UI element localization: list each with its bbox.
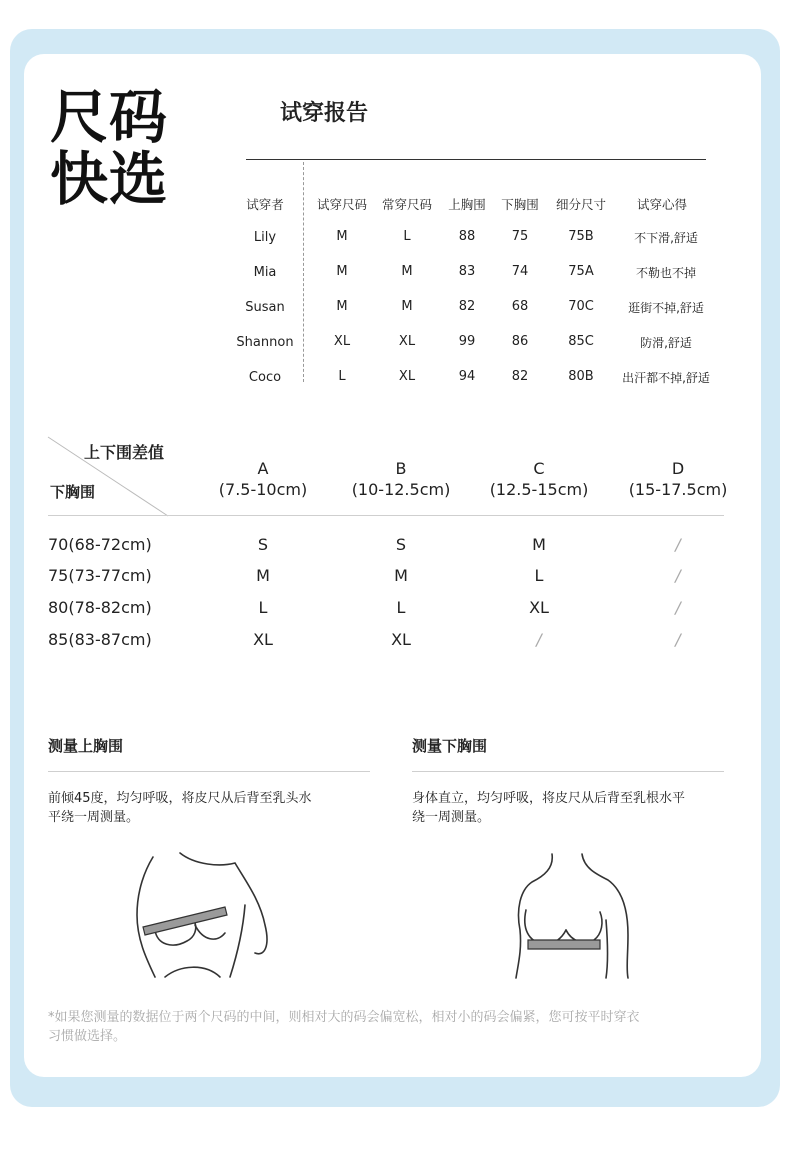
upper-bust-illustration [125,845,285,985]
report-cell: 不勒也不掉 [635,266,697,280]
report-cell: 85C [568,334,594,349]
grid-cell: M [394,566,408,585]
grid-cell: / [675,598,681,617]
report-header: 上胸围 [448,197,486,212]
report-cell: 74 [511,264,529,279]
grid-cell: / [675,535,681,554]
footnote: *如果您测量的数据位于两个尺码的中间，则相对大的码会偏宽松，相对小的码会偏紧，您可按平时穿衣 习惯做选择。 [48,1010,640,1044]
report-cell: 94 [458,369,476,384]
report-cell: M [336,229,348,244]
report-cell: 82 [511,369,529,384]
report-cell: 86 [511,334,529,349]
grid-corner-top: 上下围差值 [84,443,165,462]
report-header: 常穿尺码 [381,197,433,212]
grid-corner-bottom: 下胸围 [50,483,96,501]
report-cell: 70C [568,299,594,314]
grid-column-header: D (15-17.5cm) [628,459,728,499]
grid-row-label: 85(83-87cm) [48,630,152,649]
grid-cell: M [256,566,270,585]
report-header: 试穿尺码 [316,197,368,212]
report-cell: 防滑,舒适 [640,336,692,350]
report-cell: L [338,369,346,384]
report-cell: M [336,299,348,314]
grid-cell: XL [253,630,273,649]
grid-cell: L [258,598,268,617]
grid-cell: / [675,566,681,585]
report-cell: 75B [568,229,594,244]
grid-cell: / [675,630,681,649]
report-cell: 出汗都不掉,舒适 [622,371,710,385]
measure-lower-divider [412,771,724,772]
report-cell: 75 [511,229,529,244]
grid-cell: L [396,598,406,617]
report-cell: XL [398,334,416,349]
report-cell: Susan [245,300,285,315]
measure-lower-desc: 身体直立，均匀呼吸，将皮尺从后背至乳根水平 绕一周测量。 [412,791,686,825]
report-cell: XL [333,334,351,349]
report-cell: M [401,264,413,279]
report-cell: 不下滑,舒适 [634,231,698,245]
report-cell: 99 [458,334,476,349]
report-cell: M [401,299,413,314]
grid-column-header: B (10-12.5cm) [351,459,451,499]
grid-cell: M [532,535,546,554]
measure-lower-title: 测量下胸围 [412,737,488,755]
under-bust-illustration [510,850,640,980]
grid-cell: S [257,535,269,554]
grid-row-label: 75(73-77cm) [48,566,152,585]
report-cell: Coco [248,370,282,385]
grid-cell: XL [529,598,549,617]
report-cell: 88 [458,229,476,244]
grid-row-label: 80(78-82cm) [48,598,152,617]
report-cell: 75A [568,264,594,279]
report-header: 下胸围 [501,197,539,212]
report-cell: 83 [458,264,476,279]
report-header: 细分尺寸 [555,197,607,212]
report-cell: Lily [253,230,277,245]
grid-column-header: A (7.5-10cm) [218,459,308,499]
report-cell: 逛街不掉,舒适 [628,301,704,315]
grid-column-header: C (12.5-15cm) [489,459,589,499]
page-title-line1: 尺码 [50,83,169,151]
page-title-line2: 快选 [50,145,169,213]
grid-divider [48,515,724,516]
grid-cell: / [536,630,542,649]
measure-upper-title: 测量上胸围 [48,737,124,755]
report-cell: Shannon [236,335,294,350]
report-title: 试穿报告 [280,101,369,126]
report-header: 试穿心得 [636,197,688,212]
report-cell: XL [398,369,416,384]
measure-upper-divider [48,771,370,772]
report-cell: 80B [568,369,594,384]
report-cell: M [336,264,348,279]
grid-cell: XL [391,630,411,649]
grid-cell: S [395,535,407,554]
report-cell: 82 [458,299,476,314]
report-cell: Mia [253,265,277,280]
report-cell: 68 [511,299,529,314]
grid-row-label: 70(68-72cm) [48,535,152,554]
report-header: 试穿者 [246,197,284,212]
report-cell: L [403,229,411,244]
measure-upper-desc: 前倾45度，均匀呼吸，将皮尺从后背至乳头水 平绕一周测量。 [48,791,312,825]
grid-cell: L [534,566,544,585]
